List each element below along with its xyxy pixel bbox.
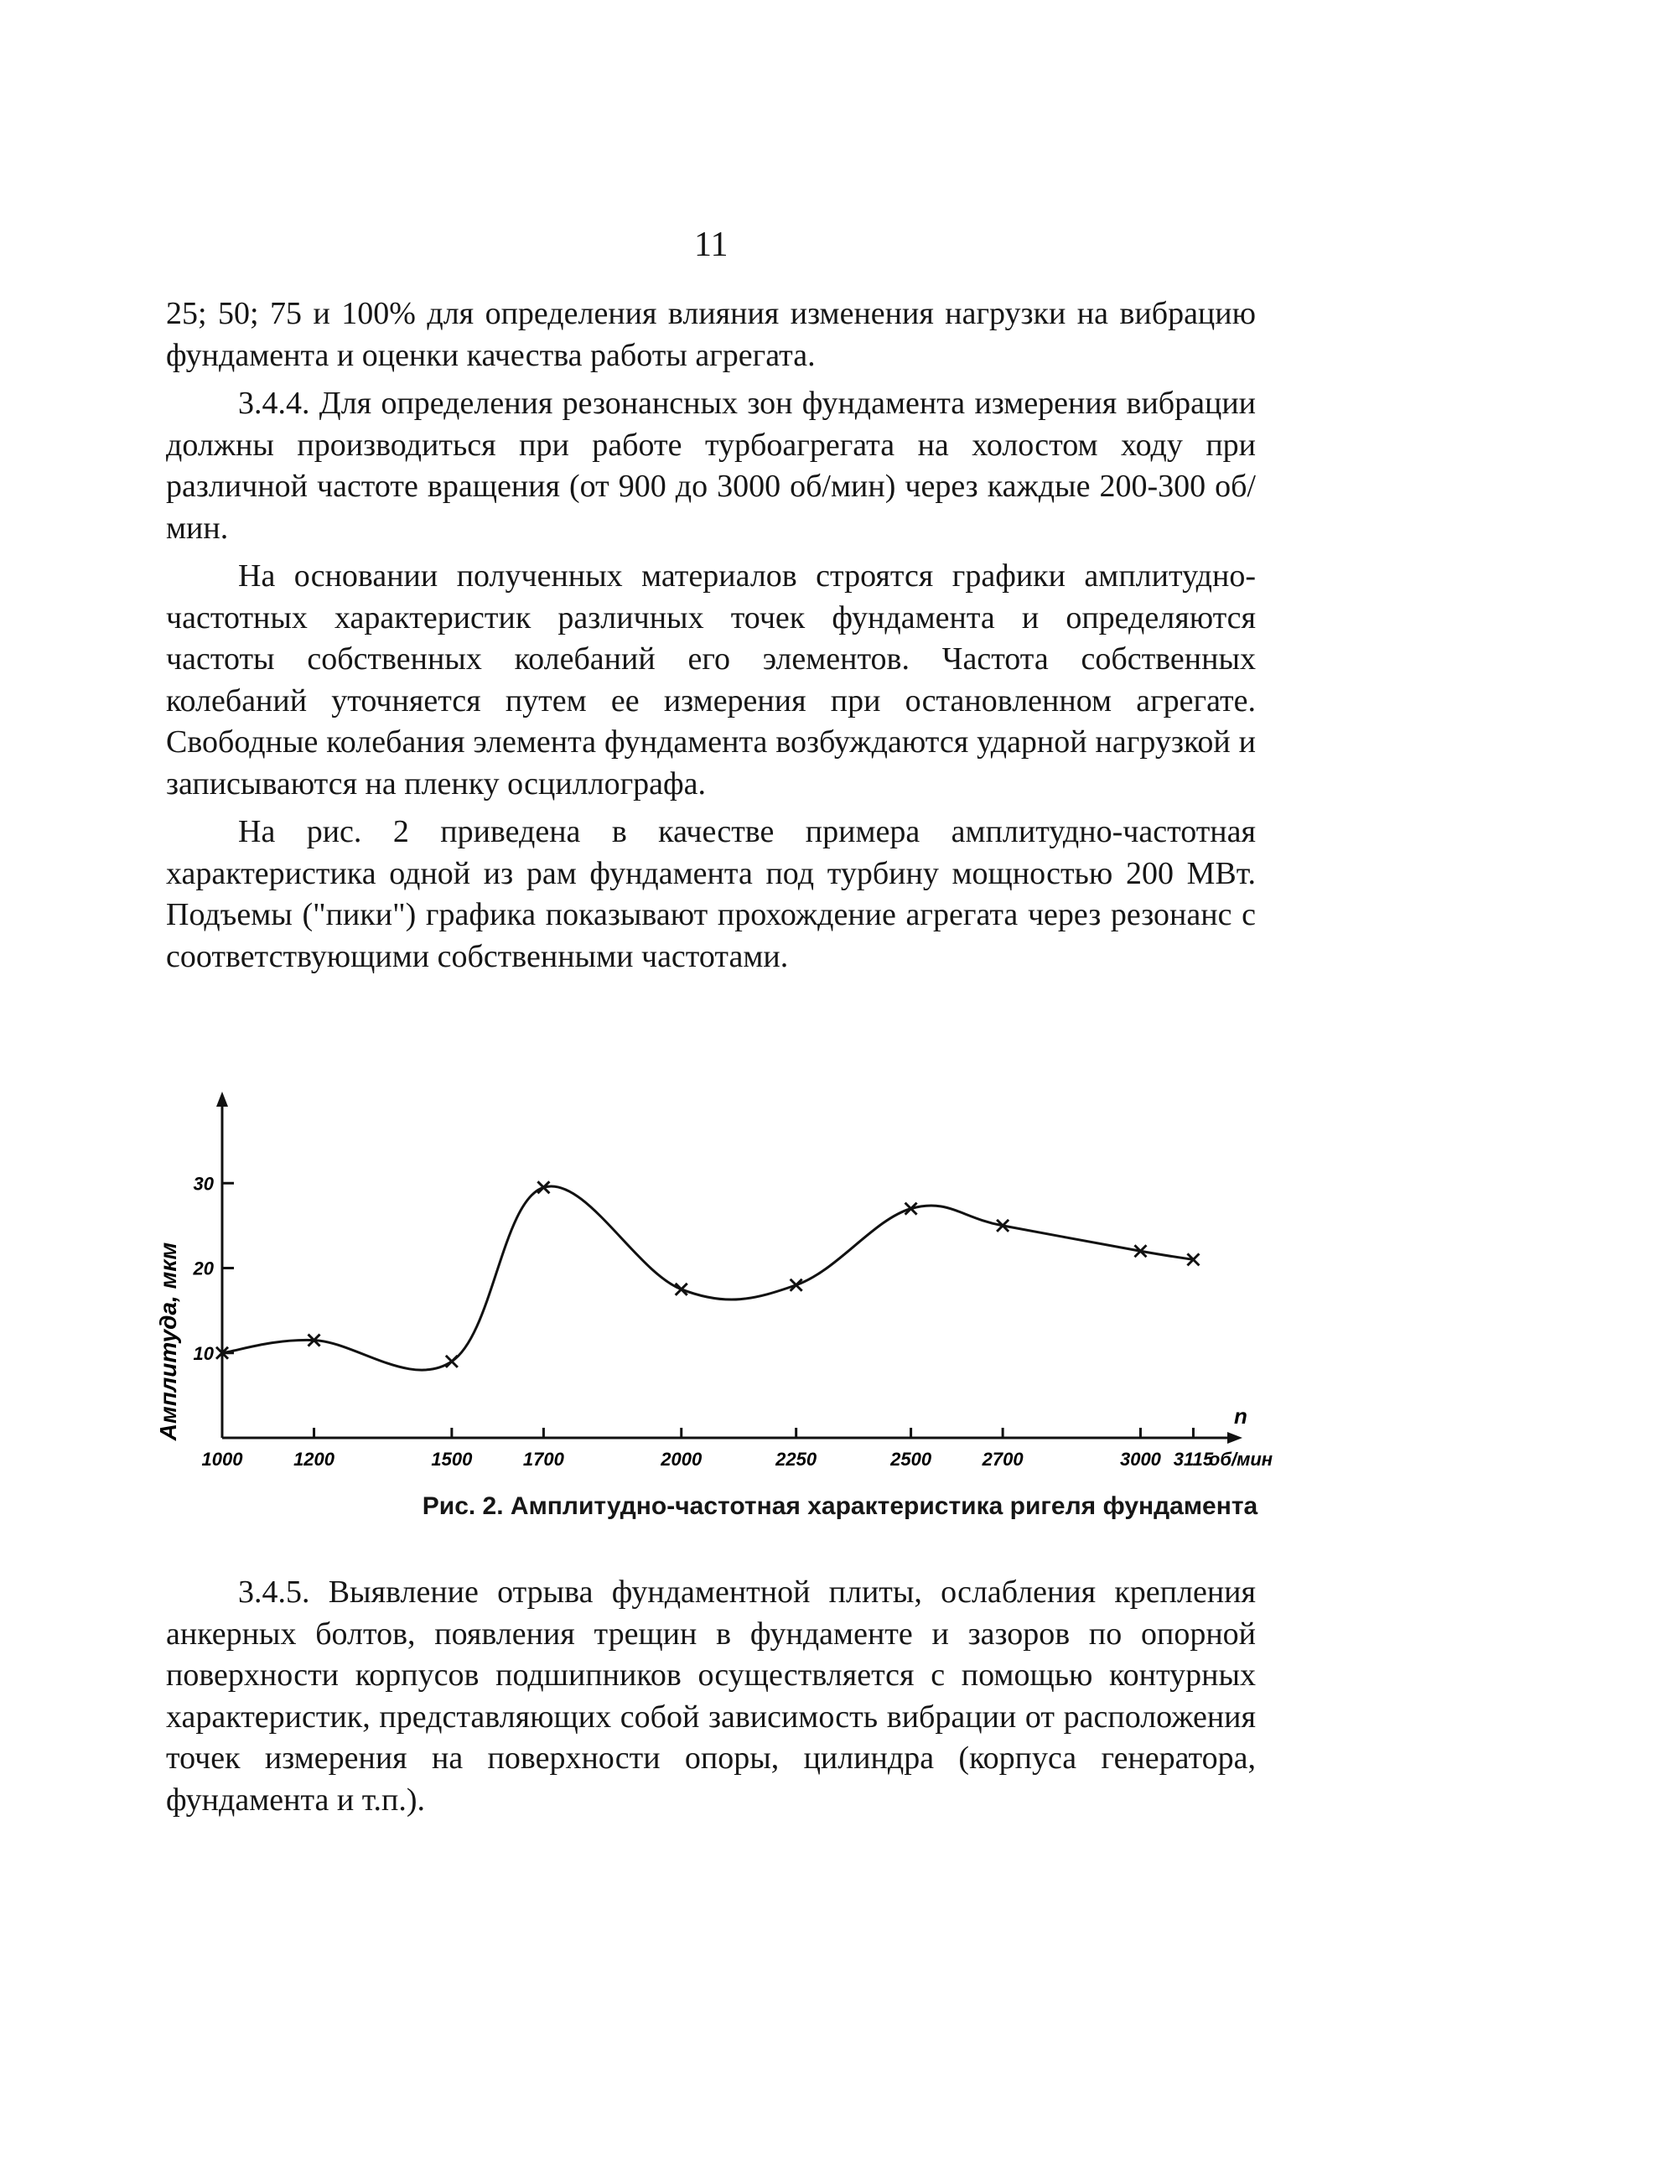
y-tick-label: 30 <box>193 1173 214 1195</box>
y-axis-arrow <box>216 1092 228 1107</box>
x-tick-label: 2700 <box>982 1449 1024 1470</box>
body-text-top <box>166 293 1256 978</box>
data-point-marker <box>446 1356 458 1367</box>
y-tick-label: 20 <box>193 1258 214 1279</box>
x-tick-label: 1500 <box>431 1449 473 1470</box>
series-line <box>222 1186 1193 1370</box>
x-axis-arrow <box>1227 1432 1242 1444</box>
y-tick-label: 10 <box>193 1342 214 1364</box>
data-point-marker <box>791 1279 802 1291</box>
x-tick-label: 3115 <box>1173 1449 1214 1470</box>
y-ticks <box>193 1173 234 1364</box>
data-markers <box>216 1181 1199 1367</box>
data-point-marker <box>676 1284 687 1295</box>
amplitude-frequency-chart <box>143 1090 1273 1484</box>
y-axis-label: Амплитуда, мкм <box>155 1242 181 1441</box>
x-tick-label: 2250 <box>775 1449 817 1470</box>
paragraph: 3.4.5. Выявление отрыва фундаментной плиты, ослабления крепления анкерных болтов, появления трещин в фундаменте и зазоров по опорной поверхности корпусов подшипников осуществляется с помощью контурных характеристик, представляющих собой зависимость вибрации от расположения точек измерения на поверхности опоры, цилиндра (корпуса генератора, фундамента и т.п.). <box>166 1574 1256 1818</box>
x-ticks <box>202 1428 1214 1470</box>
x-tick-label: 3000 <box>1119 1449 1161 1470</box>
x-tick-label: 1700 <box>522 1449 564 1470</box>
x-tick-label: 1000 <box>201 1449 243 1470</box>
body-text-bottom <box>166 1572 1256 1821</box>
paragraph: На рис. 2 приведена в качестве примера амплитудно-частотная характеристика одной из рам фундамента под турбину мощностью 200 МВт. Подъемы ("пики") графика показывают прохождение агрегата через резонанс с соответствующими собственными частотами. <box>166 814 1256 974</box>
paragraph: На основании полученных материалов строятся графики амплитудно-частотных характеристик различных точек фундамента и определяются частоты собственных колебаний его элементов. Частота собственных колебаний уточняется путем ее измерения при остановленном агрегате. Свободные колебания элемента фундамента возбуждаются ударной нагрузкой и записываются на пленку осциллографа. <box>166 558 1256 801</box>
paragraph: 3.4.4. Для определения резонансных зон фундамента измерения вибрации должны производиться при работе турбоагрегата на холостом ходу при различной частоте вращения (от 900 до 3000 об/мин) через каждые 200-300 об/мин. <box>166 386 1256 546</box>
x-tick-label: 2000 <box>661 1449 703 1470</box>
page-number: 11 <box>694 226 729 264</box>
x-axis-symbol: n <box>1234 1403 1247 1429</box>
x-tick-label: 1200 <box>293 1449 335 1470</box>
figure-caption: Рис. 2. Амплитудно-частотная характеристика ригеля фундамента <box>422 1492 1258 1520</box>
x-axis-unit: об/мин <box>1208 1449 1273 1470</box>
figure-amplitude-frequency <box>143 1090 1273 1484</box>
x-tick-label: 2500 <box>890 1449 932 1470</box>
paragraph: 25; 50; 75 и 100% для определения влияния изменения нагрузки на вибрацию фундамента и оценки качества работы агрегата. <box>166 296 1256 373</box>
